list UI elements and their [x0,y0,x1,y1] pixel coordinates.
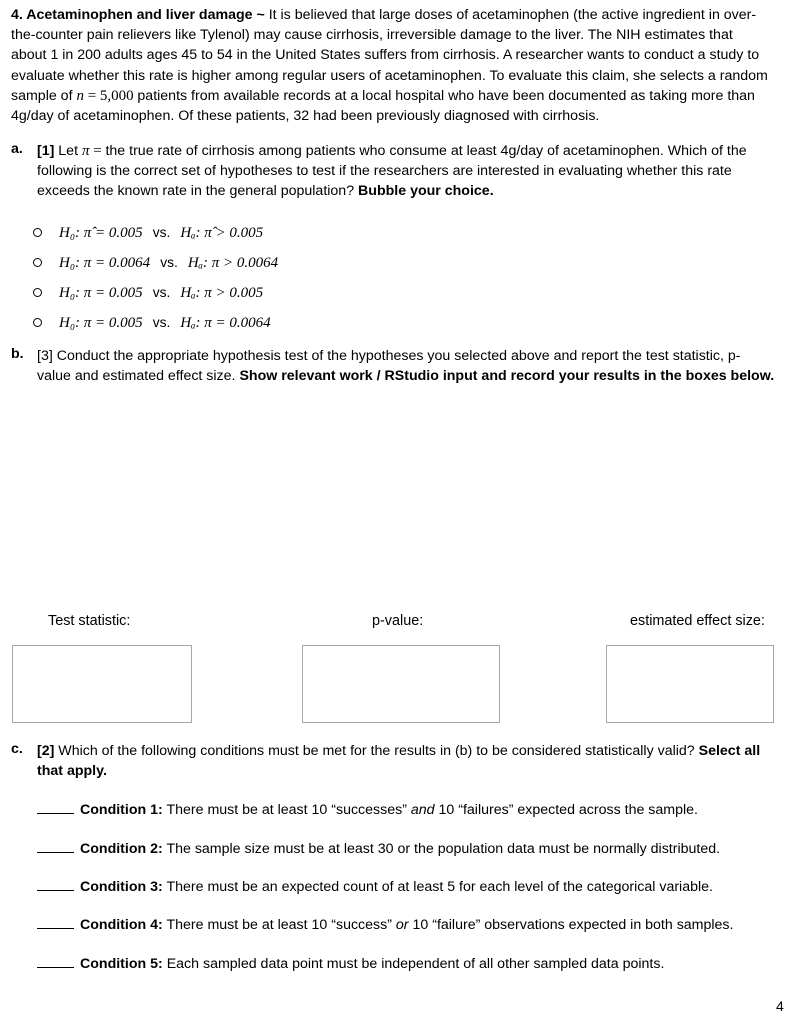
part-c-letter: c. [11,741,23,757]
intro-line-2: the-counter pain relievers like Tylenol) may cause cirrhosis, irreversible damage to the liver. The NIH estimates that [11,27,733,44]
intro-line-3: about 1 in 200 adults ages 45 to 54 in the United States suffers from cirrhosis. A researcher wants to conduct a study to [11,47,760,64]
part-a-question: [1] Let π = the true rate of cirrhosis among patients who consume at least 4g/day of acetaminophen. Which of the following is the correct set of hypotheses to test if the researchers are interested in evaluating whether this rate exceeds the known rate in the general population? Bubble your choice. [37,143,747,200]
bubble-icon[interactable] [33,288,42,297]
condition-blank[interactable] [37,838,74,853]
intro-line-1: 4. Acetaminophen and liver damage ~ It is believed that large doses of acetaminophen (the active ingredient in over- [11,7,757,23]
page-number: 4 [776,998,784,1014]
bubble-icon[interactable] [33,318,42,327]
effect-size-box[interactable] [606,645,774,723]
intro-line-4: evaluate whether this rate is higher among regular users of acetaminophen. To evaluate this claim, she selects a random [11,67,768,84]
problem-title: 4. Acetaminophen and liver damage ~ [11,7,265,23]
hypothesis-choice-1[interactable]: H₀: π̂ = 0.005 vs. Hₐ: π̂ > 0.005 [33,225,263,242]
condition-4[interactable]: Condition 4: There must be at least 10 “success” or 10 “failure” observations expected in both samples. [37,914,733,933]
condition-1[interactable]: Condition 1: There must be at least 10 “successes” and 10 “failures” expected across the sample. [37,799,698,818]
p-value-label: p-value: [372,613,424,629]
part-a-letter: a. [11,141,23,157]
condition-blank[interactable] [37,953,74,968]
hypothesis-choice-3[interactable]: H₀: π = 0.005 vs. Hₐ: π > 0.005 [33,285,263,302]
condition-blank[interactable] [37,876,74,891]
effect-size-label: estimated effect size: [630,613,765,629]
test-statistic-box[interactable] [12,645,192,723]
hypothesis-choice-4[interactable]: H₀: π = 0.005 vs. Hₐ: π = 0.0064 [33,315,271,332]
condition-5[interactable]: Condition 5: Each sampled data point must be independent of all other sampled data points. [37,953,664,972]
p-value-box[interactable] [302,645,500,723]
bubble-icon[interactable] [33,258,42,267]
part-b-letter: b. [11,346,24,362]
part-c-question: [2] Which of the following conditions must be met for the results in (b) to be considered statistically valid? Select all that apply. [37,743,761,780]
part-b-question: [3] Conduct the appropriate hypothesis test of the hypotheses you selected above and report the test statistic, p- value and estimated effect size. Show relevant work / RStudio input and record your results in the boxes below. [37,348,775,385]
hypothesis-choice-2[interactable]: H₀: π = 0.0064 vs. Hₐ: π > 0.0064 [33,255,278,272]
condition-blank[interactable] [37,914,74,929]
condition-3[interactable]: Condition 3: There must be an expected count of at least 5 for each level of the categorical variable. [37,876,713,895]
condition-2[interactable]: Condition 2: The sample size must be at least 30 or the population data must be normally distributed. [37,838,720,857]
intro-line-5: sample of n = 5,000 patients from available records at a local hospital who have been documented as taking more than [11,87,755,104]
test-statistic-label: Test statistic: [48,613,131,629]
intro-line-6: 4g/day of acetaminophen. Of these patients, 32 had been previously diagnosed with cirrhosis. [11,108,600,125]
condition-blank[interactable] [37,799,74,814]
bubble-icon[interactable] [33,228,42,237]
problem-intro [11,5,801,126]
